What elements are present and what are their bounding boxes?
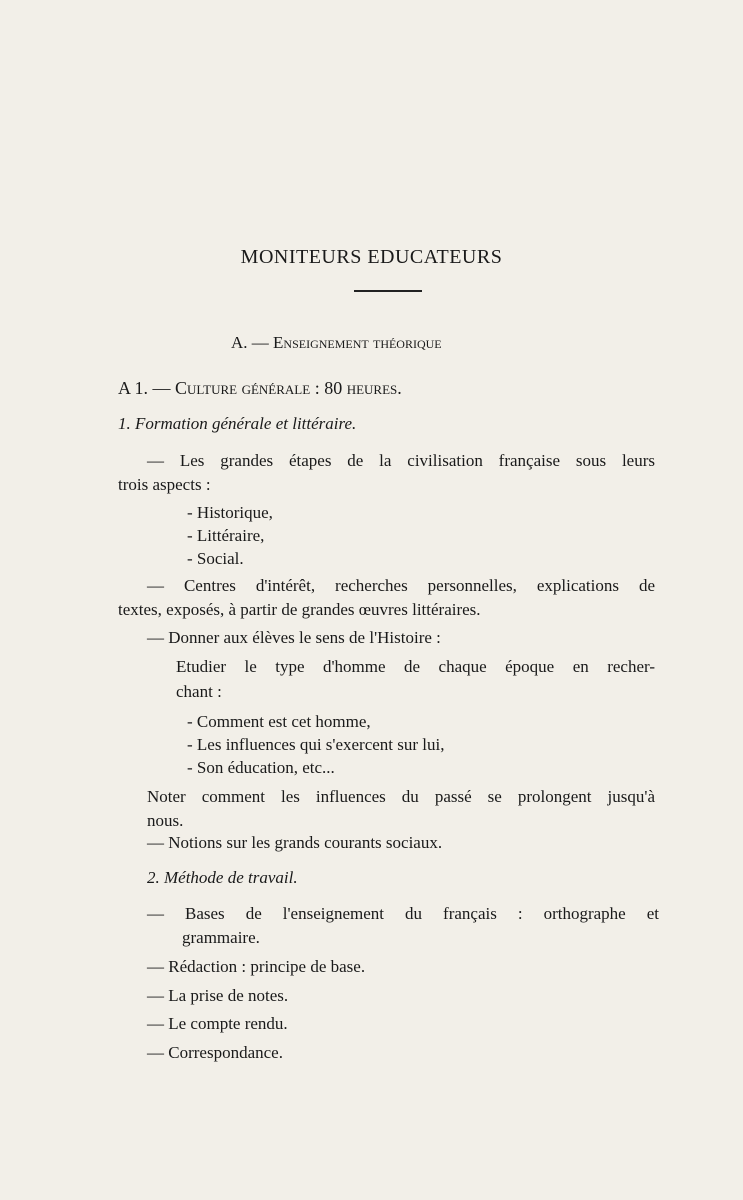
paragraph-2-line-1: — Centres d'intérêt, recherches personnelles, explications de bbox=[147, 576, 655, 595]
paragraph-4-line-2: nous. bbox=[147, 811, 184, 830]
section-a1-heading: A 1. — Culture générale : 80 heures. bbox=[118, 378, 402, 398]
paragraph-1-line-2: trois aspects : bbox=[118, 475, 211, 494]
section-a-heading: A. — Enseignement théorique bbox=[231, 333, 442, 352]
paragraph-6-line-1: — Bases de l'enseignement du français : orthographe et bbox=[147, 904, 659, 923]
subsection-1-heading: 1. Formation générale et littéraire. bbox=[118, 414, 357, 433]
list-1-item: - Social. bbox=[187, 549, 244, 568]
paragraph-1-line-1: — Les grandes étapes de la civilisation française sous leurs bbox=[147, 451, 655, 470]
subsection-2-heading: 2. Méthode de travail. bbox=[147, 868, 298, 887]
paragraph-3-line-2: Etudier le type d'homme de chaque époque en recher- bbox=[176, 657, 655, 676]
list-item: — Correspondance. bbox=[147, 1043, 283, 1062]
paragraph-6-line-2: grammaire. bbox=[182, 928, 260, 947]
paragraph-5: — Notions sur les grands courants sociaux. bbox=[147, 833, 443, 852]
title-rule bbox=[354, 290, 422, 292]
list-1-item: - Littéraire, bbox=[187, 526, 265, 545]
paragraph-4-line-1: Noter comment les influences du passé se prolongent jusqu'à bbox=[147, 787, 655, 806]
list-2-item: - Son éducation, etc... bbox=[187, 758, 335, 777]
paragraph-2-line-2: textes, exposés, à partir de grandes œuvres littéraires. bbox=[118, 600, 481, 619]
paragraph-3-line-1: — Donner aux élèves le sens de l'Histoire : bbox=[147, 628, 441, 647]
list-item: — Le compte rendu. bbox=[147, 1014, 288, 1033]
list-1-item: - Historique, bbox=[187, 503, 273, 522]
list-item: — Rédaction : principe de base. bbox=[147, 957, 366, 976]
list-2-item: - Comment est cet homme, bbox=[187, 712, 371, 731]
list-item: — La prise de notes. bbox=[147, 986, 289, 1005]
page-title: MONITEURS EDUCATEURS bbox=[240, 246, 503, 268]
list-2-item: - Les influences qui s'exercent sur lui, bbox=[187, 735, 445, 754]
paragraph-3-line-3: chant : bbox=[176, 682, 222, 701]
